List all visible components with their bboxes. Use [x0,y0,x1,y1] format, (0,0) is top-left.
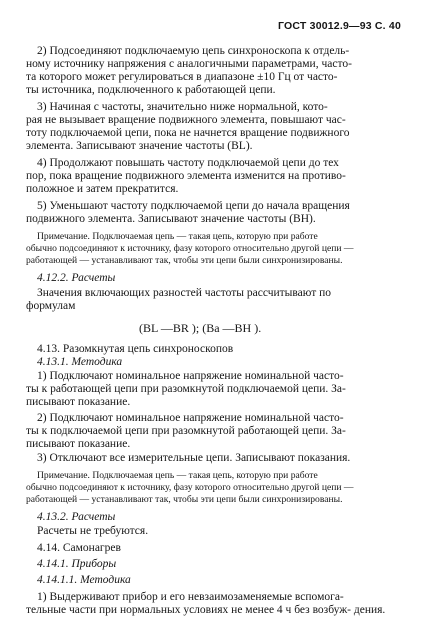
section-heading: 4.13. Разомкнутая цепь синхроноскопов [37,343,234,355]
text-line: ты к подключаемой цепи при разомкнутой работающей цепи. За- [26,425,346,437]
text-line: тоту подключаемой цепи, пока не начнется вращение подвижного [26,127,350,139]
text-line: 1) Выдерживают прибор и его невзаимозаменяемые вспомога- [37,591,344,603]
note-line: обычно подсоединяют к источнику, фазу которого относительно другой цепи — [26,482,354,493]
page-header: ГОСТ 30012.9—93 С. 40 [278,20,401,32]
text-line: пор, пока вращение подвижного элемента изменится на противо- [26,170,346,182]
text-line: Значения включающих разностей частоты рассчитывают по [37,287,332,299]
text-line: тельные части при нормальных условиях не менее 4 ч без возбуж- дения. [26,604,386,616]
note-line: работающей — устанавливают так, чтобы эти цепи были синхронизированы. [26,494,343,505]
section-heading: 4.13.2. Расчеты [37,511,116,523]
note-line: работающей — устанавливают так, чтобы эти цепи были синхронизированы. [26,255,343,266]
section-heading: 4.12.2. Расчеты [37,272,116,284]
section-heading: 4.14.1. Приборы [37,558,117,570]
formula: (BL —BR ); (Ba —BH ). [139,321,262,335]
text-line: ному источнику напряжения с аналогичными параметрами, часто- [26,58,352,70]
text-line: формулам [26,300,76,312]
text-line: ты источника, подключенного к работающей цепи. [26,84,276,96]
note-line: Примечание. Подключаемая цепь — такая цепь, которую при работе [37,470,318,481]
section-heading: 4.14.1.1. Методика [37,574,131,586]
note-line: Примечание. Подключаемая цепь — такая цепь, которую при работе [37,231,318,242]
text-line: положное и затем прекратится. [26,183,179,195]
text-line: 3) Отключают все измерительные цепи. Записывают показания. [37,452,351,464]
section-heading: 4.13.1. Методика [37,356,123,368]
text-line: элемента. Записывают значение частоты (BL). [26,140,253,152]
text-line: та которого может регулироваться в диапазоне ±10 Гц от часто- [26,71,338,83]
text-line: ты к работающей цепи при разомкнутой подключаемой цепи. За- [26,383,346,395]
text-line: Расчеты не требуются. [37,525,149,537]
text-line: 4) Продолжают повышать частоту подключаемой цепи до тех [37,157,339,169]
text-line: 5) Уменьшают частоту подключаемой цепи до начала вращения [37,200,350,212]
text-line: 2) Подсоединяют подключаемую цепь синхроноскопа к отдель- [37,45,350,57]
text-line: 1) Подключают номинальное напряжение номинальной часто- [37,370,344,382]
text-line: писывают показание. [26,396,131,408]
text-line: 2) Подключают номинальное напряжение номинальной часто- [37,412,344,424]
note-line: обычно подсоединяют к источнику, фазу которого относительно другой цепи — [26,243,354,254]
text-line: 3) Начиная с частоты, значительно ниже нормальной, кото- [37,101,328,113]
text-line: рая не вызывает вращение подвижного элемента, повышают час- [26,114,346,126]
text-line: писывают показание. [26,438,131,450]
section-heading: 4.14. Самонагрев [37,542,121,554]
text-line: подвижного элемента. Записывают значение частоты (BH). [26,213,316,225]
